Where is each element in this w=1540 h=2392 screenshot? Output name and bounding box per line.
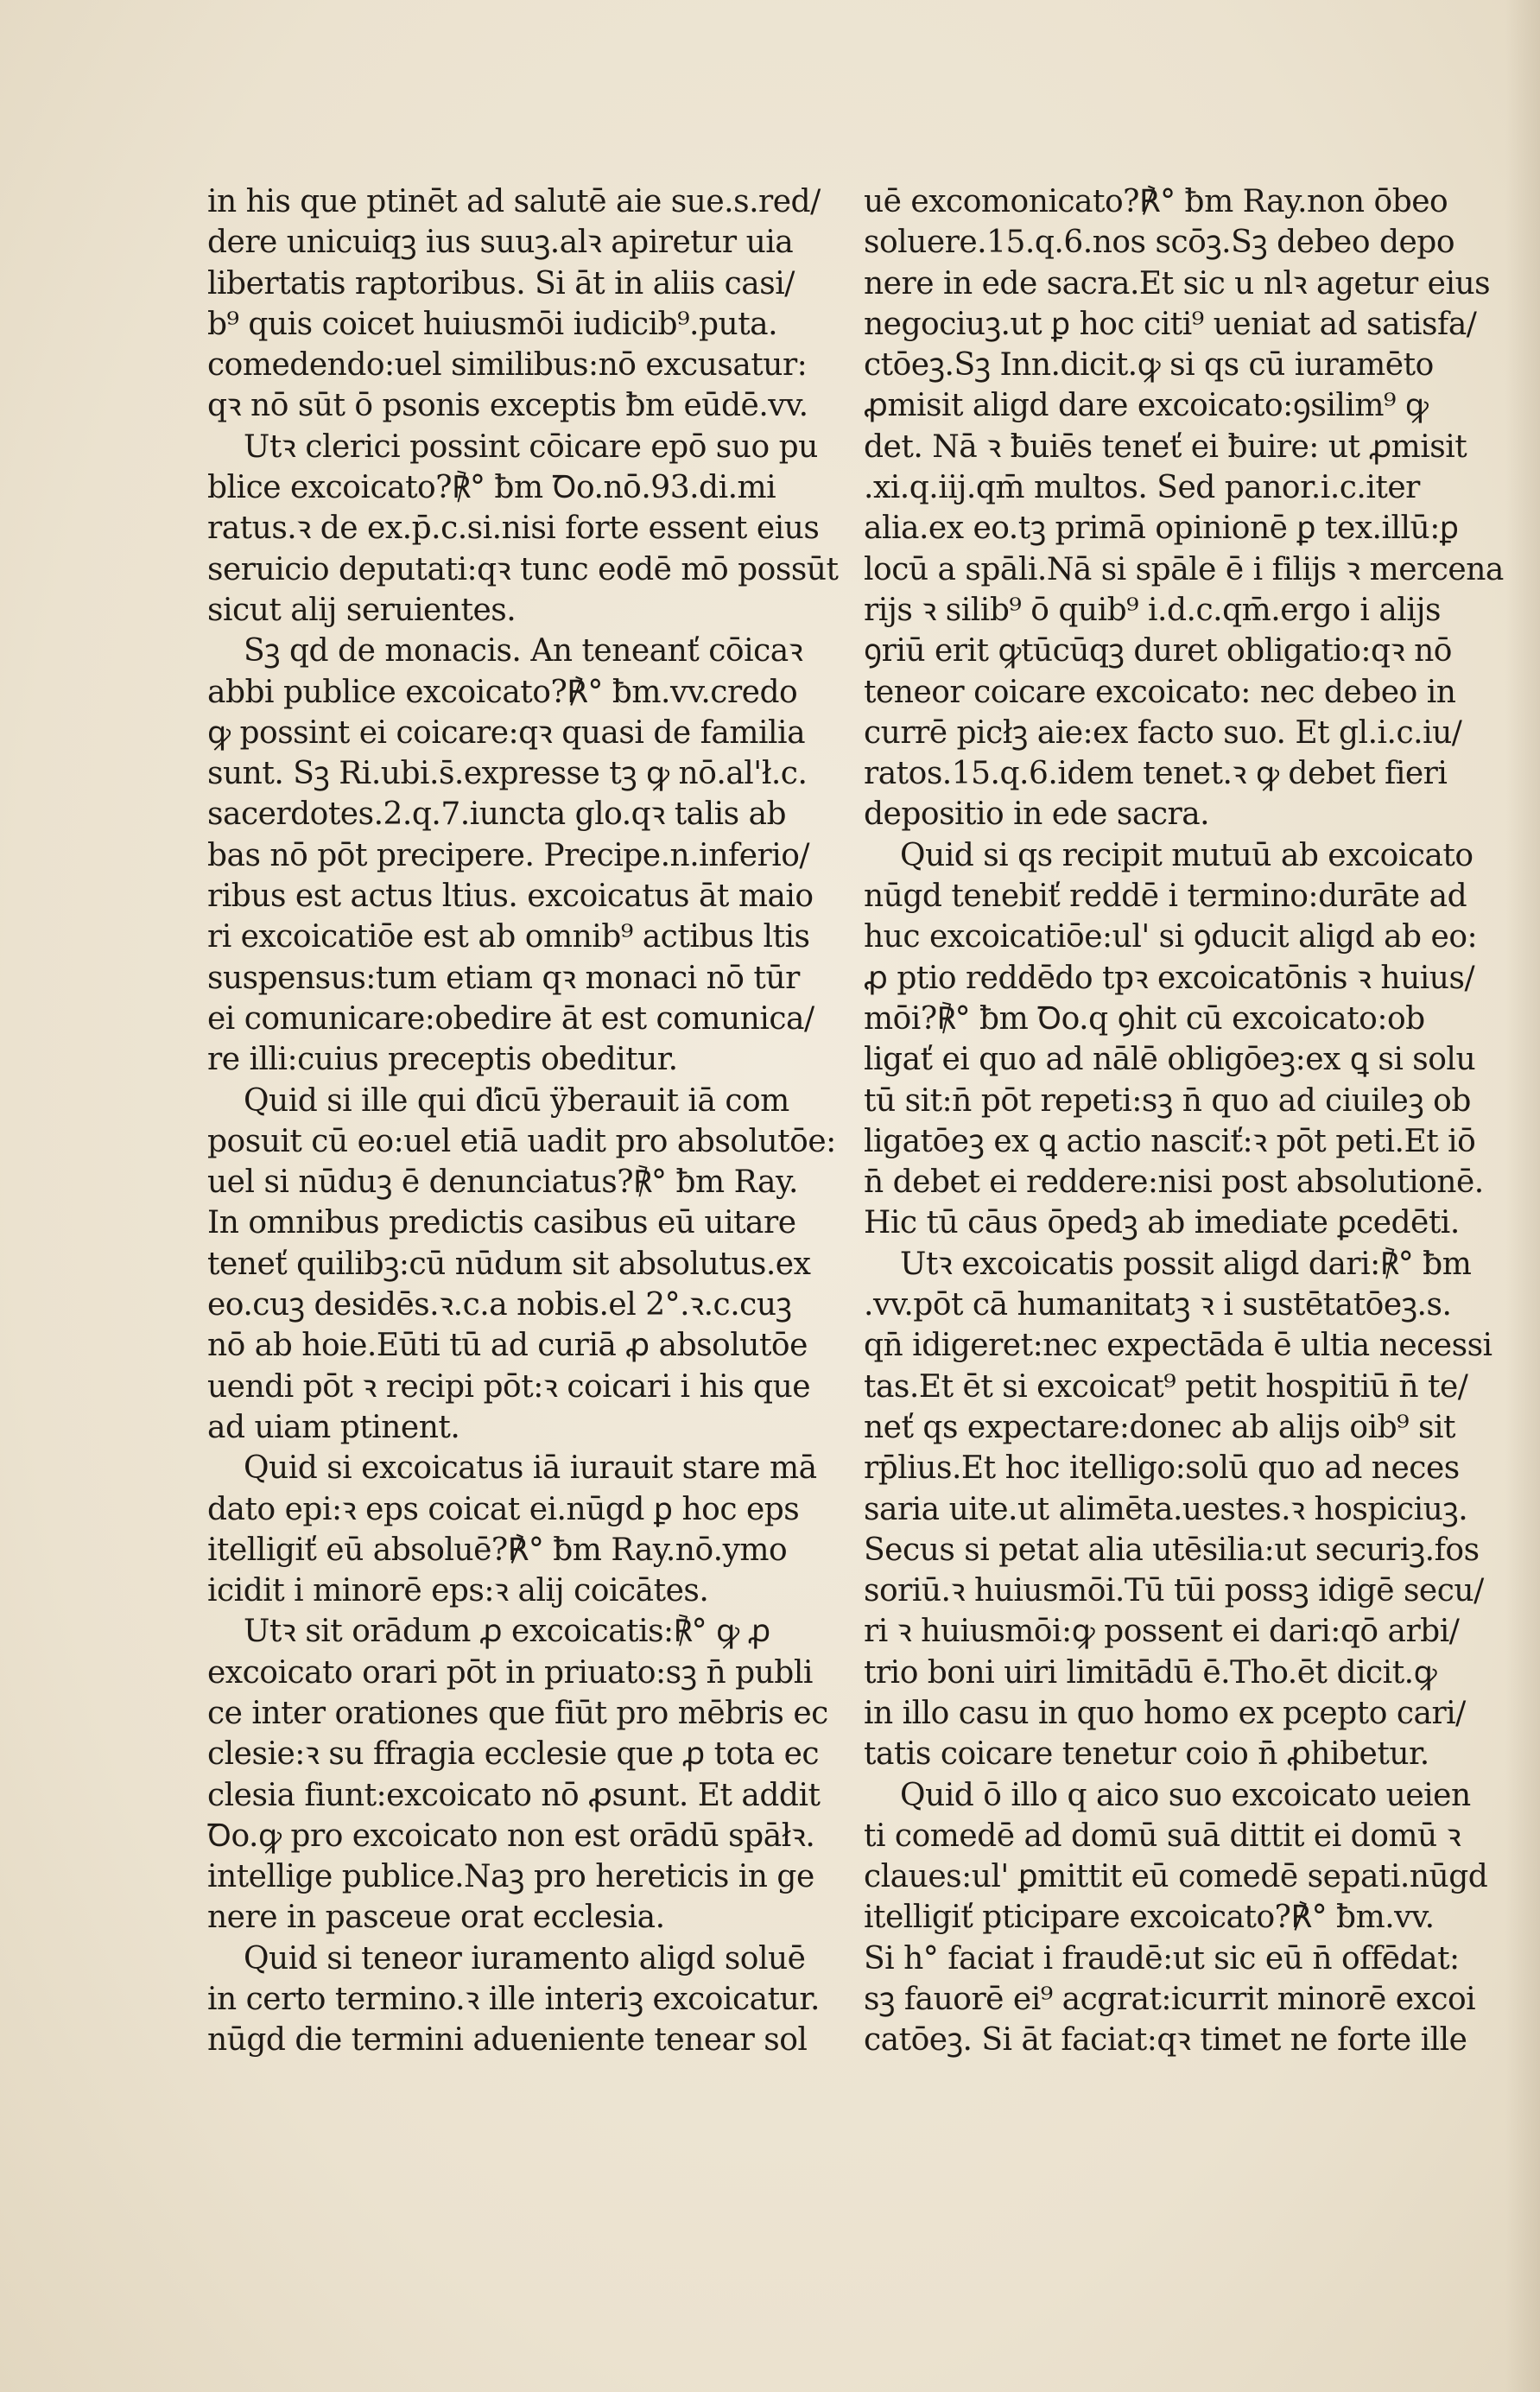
text-line: nō ab hoie.Eūti tū ad curiā ꝓ absolutōe [207,1328,808,1364]
text-line: .vv.pōt cā humanitatꝫ ꝛ i sustētatōeꝫ.s. [864,1287,1452,1323]
text-line: eo.cuꝫ desidēs.ꝛ.c.a nobis.el 2°.ꝛ.c.cuꝫ [207,1287,792,1323]
text-line: ad uiam ptinent. [207,1409,460,1445]
text-line: re illi:cuius preceptis obeditur. [207,1042,678,1078]
text-line: nere in ede sacra.Et sic u nlꝛ agetur eius [864,265,1491,301]
text-line: ei comunicare:obedire āt est comunica/ [207,1000,814,1037]
text-line: ligatōeꝫ ex ꝗ actio nasciť:ꝛ pōt peti.Et iō [864,1123,1476,1159]
text-line: locū a spāli.Nā si spāle ē i filijs ꝛ mercena [864,551,1504,587]
text-line: uel si nūduꝫ ē denunciatus?℟° ƀm Ray. [207,1164,798,1201]
text-line: ratos.15.q.6.idem tenet.ꝛ ꝙ debet fieri [864,756,1448,792]
text-line: tatis coicare tenetur coio n̄ ꝓhibetur. [864,1736,1429,1773]
text-line: ꝓ ptio reddēdo tpꝛ excoicatōnis ꝛ huius/ [864,960,1475,996]
text-line: itelligiť pticipare excoicato?℟° ƀm.vv. [864,1900,1435,1936]
text-line: negociuꝫ.ut ꝑ hoc citi⁹ ueniat ad satisfa/ [864,306,1477,342]
text-line: ligať ei quo ad nālē obligōeꝫ:ex ꝗ si solu [864,1042,1476,1078]
text-line: dato epi:ꝛ eps coicat ei.nūgd ꝑ hoc eps [207,1491,800,1527]
text-line: ꝯriū erit ꝙtūcūqꝫ duret obligatio:qꝛ nō [864,633,1452,669]
text-line: itelligiť eū absoluē?℟° ƀm Ray.nō.ymo [207,1532,788,1568]
text-line: ti comedē ad domū suā dittit ei domū ꝛ [864,1818,1461,1854]
text-line: huc excoicatiōe:ul' si ꝯducit aligd ab eo: [864,919,1478,955]
text-line: Quid ō illo q aico suo excoicato ueien [900,1777,1471,1813]
text-line: .xi.q.iij.qm̄ multos. Sed panor.i.c.iter [864,470,1420,506]
text-line: neť qs expectare:donec ab alijs oib⁹ sit [864,1409,1455,1445]
text-line: Secus si petat alia utēsilia:ut securiꝫ.fos [864,1532,1480,1568]
text-line: Quid si teneor iuramento aligd soluē [244,1940,806,1976]
text-line: mōi?℟° ƀm Ꝺo.q ꝯhit cū excoicato:ob [864,1000,1425,1037]
text-line: ribus est actus ltius. excoicatus āt maio [207,879,814,915]
text-line: excoicato orari pōt in priuato:sꝫ n̄ publi [207,1654,813,1691]
text-line: comedendo:uel similibus:nō excusatur: [207,347,808,384]
text-line: ꝙ possint ei coicare:qꝛ quasi de familia [207,714,806,751]
text-line: ri excoicatiōe est ab omnib⁹ actibus ltis [207,919,810,955]
text-line: currē picłꝫ aie:ex facto suo. Et gl.i.c.iu/ [864,714,1462,751]
text-line: Utꝛ excoicatis possit aligd dari:℟° ƀm [900,1246,1472,1282]
text-line: posuit cū eo:uel etiā uadit pro absolutōe: [207,1123,836,1159]
text-line: claues:ul' ꝑmittit eū comedē sepati.nūgd [864,1859,1488,1895]
text-line: det. Nā ꝛ ƀuiēs teneť ei ƀuire: ut ꝓmisit [864,428,1467,465]
text-line: In omnibus predictis casibus eū uitare [207,1205,796,1241]
text-line: icidit i minorē eps:ꝛ alij coicātes. [207,1573,709,1609]
text-line: uendi pōt ꝛ recipi pōt:ꝛ coicari i his que [207,1368,811,1405]
left-text-column [207,181,855,2061]
text-line: libertatis raptoribus. Si āt in aliis casi/ [207,265,795,301]
text-line: nūgd die termini adueniente tenear sol [207,2022,808,2059]
text-line: qꝛ nō sūt ō psonis exceptis ƀm eūdē.vv. [207,388,808,424]
text-line: sicut alij seruientes. [207,592,517,628]
text-line: dere unicuiqꝫ ius suuꝫ.alꝛ apiretur uia [207,225,794,261]
text-line: Ꝺo.ꝙ pro excoicato non est orādū spāłꝛ. [207,1818,815,1854]
text-line: intellige publice.Naꝫ pro hereticis in ge [207,1859,814,1895]
text-line: in certo termino.ꝛ ille interiꝫ excoicatur. [207,1982,820,2018]
text-line: Si h° faciat i fraudē:ut sic eū n̄ offēdat: [864,1940,1460,1976]
text-line: Hic tū cāus ōpedꝫ ab imediate ꝑcedēti. [864,1205,1460,1241]
text-line: qn̄ idigeret:nec expectāda ē ultia necessi [864,1328,1492,1364]
text-line: Utꝛ clerici possint cōicare epō suo pu [244,428,818,465]
text-line: Utꝛ sit orādum ꝓ excoicatis:℟° ꝙ ꝓ [244,1614,770,1650]
text-line: nere in pasceue orat ecclesia. [207,1900,665,1936]
text-line: tas.Et ēt si excoicat⁹ petit hospitiū n̄ te/ [864,1368,1468,1405]
text-line: ꝓmisit aligd dare excoicato:ꝯsilim⁹ ꝙ [864,388,1429,424]
text-line: teneť quilibꝫ:cū nūdum sit absolutus.ex [207,1246,811,1282]
text-line: tū sit:n̄ pōt repeti:sꝫ n̄ quo ad ciuileꝫ ob [864,1082,1471,1119]
text-line: ri ꝛ huiusmōi:ꝙ possent ei dari:qō arbi/ [864,1614,1460,1650]
text-line: Quid si excoicatus iā iurauit stare mā [244,1450,817,1487]
text-line: alia.ex eo.tꝫ primā opinionē ꝑ tex.illū:ꝑ [864,511,1459,547]
right-text-column [864,181,1511,2061]
text-line: suspensus:tum etiam qꝛ monaci nō tūr [207,960,800,996]
text-line: sacerdotes.2.q.7.iuncta glo.qꝛ talis ab [207,796,787,833]
text-line: Sꝫ qd de monacis. An teneanť cōicaꝛ [244,633,803,669]
text-line: in illo casu in quo homo ex pcepto cari/ [864,1695,1466,1731]
text-line: rp̄lius.Et hoc itelligo:solū quo ad neces [864,1450,1460,1487]
text-line: seruicio deputati:qꝛ tunc eodē mō possūt [207,551,839,587]
text-line: depositio in ede sacra. [864,796,1210,833]
text-line: abbi publice excoicato?℟° ƀm.vv.credo [207,674,798,710]
text-line: ce inter orationes que fiūt pro mēbris ec [207,1695,828,1731]
text-line: soluere.15.q.6.nos scōꝫ.Sꝫ debeo depo [864,225,1455,261]
text-line: sꝫ fauorē ei⁹ acgrat:icurrit minorē excoi [864,1982,1476,2018]
text-line: b⁹ quis coicet huiusmōi iudicib⁹.puta. [207,306,778,342]
text-line: ratus.ꝛ de ex.p̄.c.si.nisi forte essent eius [207,511,820,547]
text-line: blice excoicato?℟° ƀm Ꝺo.nō.93.di.mi [207,470,776,506]
text-line: teneor coicare excoicato: nec debeo in [864,674,1456,710]
text-line: clesie:ꝛ su ffragia ecclesie que ꝓ tota ec [207,1736,820,1773]
text-line: trio boni uiri limitādū ē.Tho.ēt dicit.ꝙ [864,1654,1437,1691]
text-line: in his que ptinēt ad salutē aie sue.s.red/ [207,184,821,219]
text-line: catōeꝫ. Si āt faciat:qꝛ timet ne forte ille [864,2022,1467,2059]
text-line: bas nō pōt precipere. Precipe.n.inferio/ [207,837,810,873]
text-line: sunt. Sꝫ Ri.ubi.s̄.expresse tꝫ ꝙ nō.al'ł.c. [207,756,808,792]
text-line: rijs ꝛ silib⁹ ō quib⁹ i.d.c.qm̄.ergo i alijs [864,592,1441,628]
text-line: n̄ debet ei reddere:nisi post absolutionē. [864,1164,1484,1201]
text-line: nūgd tenebiť reddē i termino:durāte ad [864,879,1467,915]
text-line: ctōeꝫ.Sꝫ Inn.dicit.ꝙ si qs cū iuramēto [864,347,1434,384]
text-line: Quid si qs recipit mutuū ab excoicato [900,837,1473,873]
text-line: uē excomonicato?℟° ƀm Ray.non ōbeo [864,184,1448,219]
text-line: Quid si ille qui ďicū ÿberauit iā com [244,1082,789,1119]
text-line: soriū.ꝛ huiusmōi.Tū tūi possꝫ idigē secu/ [864,1573,1484,1609]
text-line: saria uite.ut alimēta.uestes.ꝛ hospiciuꝫ. [864,1491,1468,1527]
text-line: clesia fiunt:excoicato nō ꝓsunt. Et addit [207,1777,821,1813]
